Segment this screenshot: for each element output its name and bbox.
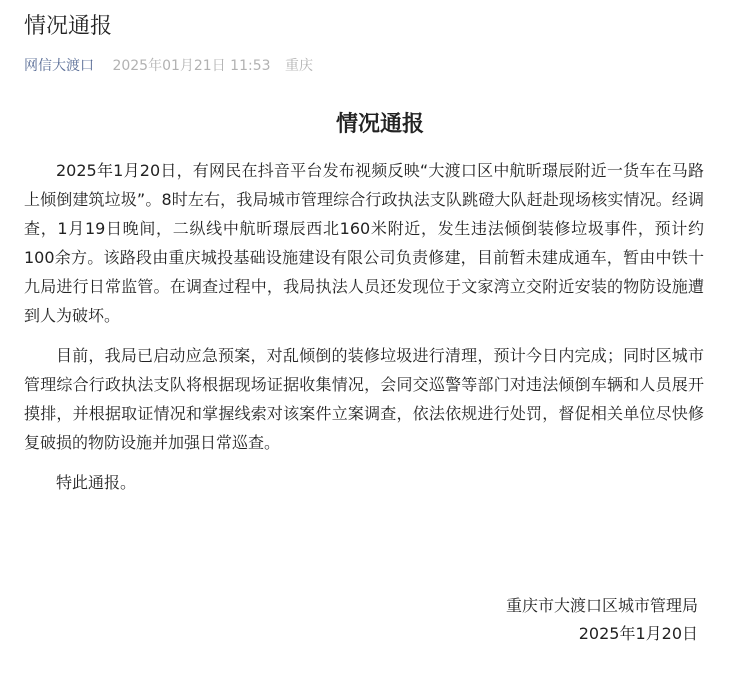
notice-paragraph: 2025年1月20日，有网民在抖音平台发布视频反映“大渡口区中航昕璟辰附近一货车在马路上倾倒建筑垃圾”。8时左右，我局城市管理综合行政执法支队跳磴大队赶赴现场核实情况。经调查，1月19日晚间，二纵线中航昕璟辰西北160米附近，发生违法倾倒装修垃圾事件，预计约100余方。该路段由重庆城投基础设施建设有限公司负责修建，目前暂未建成通车，暂由中铁十九局进行日常监管。在调查过程中，我局执法人员还发现位于文家湾立交附近安装的物防设施遭到人为破坏。 [24,161,704,325]
signature-block [506,592,698,648]
notice-heading: 情况通报 [335,112,424,137]
notice-paragraph: 特此通报。 [56,473,137,492]
publish-location: 重庆 [284,58,313,74]
notice-body [24,156,704,508]
account-name-link[interactable]: 网信大渡口 [24,58,94,74]
signature-organization: 重庆市大渡口区城市管理局 [505,596,698,615]
article-meta [24,56,313,76]
notice-paragraph: 目前，我局已启动应急预案，对乱倾倒的装修垃圾进行清理，预计今日内完成；同时区城市管理综合行政执法支队将根据现场证据收集情况，会同交巡警等部门对违法倾倒车辆和人员展开摸排，并根据取证情况和掌握线索对该案件立案调查，依法依规进行处罚，督促相关单位尽快修复破损的物防设施并加强日常巡查。 [24,346,704,452]
signature-date: 2025年1月20日 [578,624,698,643]
article-title: 情况通报 [24,14,113,39]
publish-time: 2025年01月21日 11:53 [112,58,271,74]
